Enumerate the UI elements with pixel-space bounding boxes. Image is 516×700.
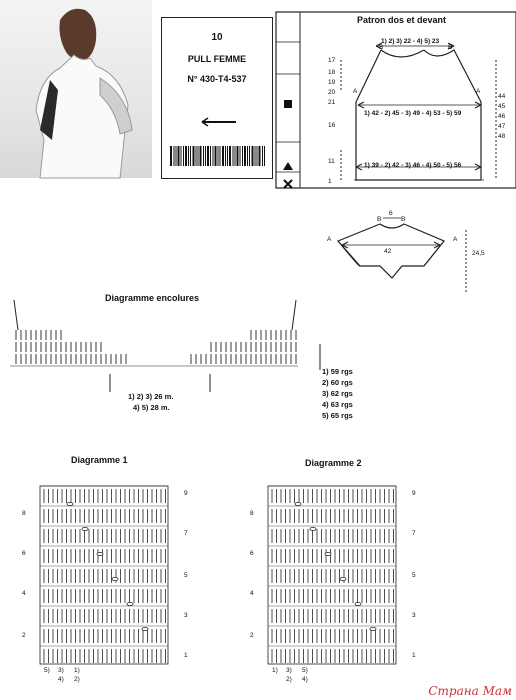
diag1-bottom-label: 4) — [58, 676, 64, 683]
diag2-right-number: 9 — [412, 490, 416, 497]
diag2-bottom-label: 3) — [286, 667, 292, 674]
encolures-legend-item: 4) 63 rgs — [322, 400, 353, 409]
model-illustration — [0, 0, 152, 178]
encolures-legend-item: 5) 65 rgs — [322, 411, 353, 420]
marker-a-right: A — [476, 88, 481, 95]
diagram1-title: Diagramme 1 — [71, 455, 128, 465]
diag1-bottom-label: 5) — [44, 667, 50, 674]
card-graphics — [162, 18, 272, 178]
diag1-right-number: 9 — [184, 490, 188, 497]
diag2-right-number: 5 — [412, 572, 416, 579]
shoulder-a-right: A — [453, 236, 458, 243]
model-photo — [0, 0, 152, 178]
pattern-left-number: 17 — [328, 57, 336, 64]
pattern-bottom-label: 1) 39 - 2) 42 - 3) 46 - 4) 50 - 5) 56 — [364, 162, 462, 169]
encolures-label2: 4) 5) 28 m. — [133, 403, 170, 412]
pattern-left-number: 16 — [328, 122, 336, 129]
marker-a-left: A — [353, 88, 358, 95]
diag1-left-number: 4 — [22, 590, 26, 597]
diagram1-grid — [30, 474, 190, 664]
pattern-number: 10 — [211, 32, 223, 43]
pattern-right-number: 44 — [498, 93, 506, 100]
diag1-bottom-label: 2) — [74, 676, 80, 683]
watermark: Страна Мам — [428, 684, 512, 698]
diag2-bottom-label: 1) — [272, 667, 278, 674]
encolures-legend-item: 1) 59 rgs — [322, 367, 353, 376]
diagram2-title: Diagramme 2 — [305, 458, 362, 468]
cross-symbol-icon — [284, 180, 292, 188]
pattern-right-number: 46 — [498, 113, 506, 120]
marker-b-left: B — [379, 44, 384, 51]
pattern-left-number: 1 — [328, 178, 332, 185]
diag2-left-number: 8 — [250, 510, 254, 517]
pattern-title: Patron dos et devant — [357, 15, 447, 25]
diag1-right-number: 3 — [184, 612, 188, 619]
encolures-legend-item: 3) 62 rgs — [322, 389, 353, 398]
pattern-left-number: 19 — [328, 79, 336, 86]
diag2-right-number: 1 — [412, 652, 416, 659]
diag2-right-number: 3 — [412, 612, 416, 619]
pattern-right-number: 48 — [498, 133, 506, 140]
diag2-right-number: 7 — [412, 530, 416, 537]
diag2-left-number: 4 — [250, 590, 254, 597]
diag1-left-number: 6 — [22, 550, 26, 557]
pattern-right-number: 47 — [498, 123, 506, 130]
pattern-left-number: 11 — [328, 158, 335, 165]
pattern-code: N° 430-T4-537 — [187, 74, 247, 84]
marker-b-right: B — [448, 44, 453, 51]
diag1-bottom-label: 1) — [74, 667, 80, 674]
pattern-left-number: 20 — [328, 89, 336, 96]
encolures-title: Diagramme encolures — [105, 293, 200, 303]
pattern-right-number: 45 — [498, 103, 506, 110]
diag1-left-number: 8 — [22, 510, 26, 517]
shoulder-height: 24,5 — [472, 250, 485, 257]
encolures-label1: 1) 2) 3) 26 m. — [128, 392, 174, 401]
diag1-bottom-label: 3) — [58, 667, 64, 674]
pattern-title: PULL FEMME — [187, 54, 247, 64]
diag1-right-number: 7 — [184, 530, 188, 537]
diagram2-grid — [258, 474, 418, 664]
diag1-right-number: 5 — [184, 572, 188, 579]
pattern-left-number: 18 — [328, 69, 336, 76]
encolures-legend-item: 2) 60 rgs — [322, 378, 353, 387]
diag1-right-number: 1 — [184, 652, 188, 659]
pattern-mid-label: 1) 42 - 2) 45 - 3) 49 - 4) 53 - 5) 59 — [364, 110, 462, 117]
barcode — [170, 146, 265, 166]
pattern-card — [161, 17, 273, 179]
square-symbol-icon — [284, 100, 292, 108]
shoulder-top: 6 — [389, 210, 393, 217]
shoulder-b-left: B — [377, 216, 382, 223]
diag2-left-number: 2 — [250, 632, 254, 639]
diag2-bottom-label: 2) — [286, 676, 292, 683]
diag2-bottom-label: 5) — [302, 667, 308, 674]
diag1-left-number: 2 — [22, 632, 26, 639]
shoulder-width: 42 — [384, 248, 392, 255]
pattern-top-label: 1) 2) 3) 22 - 4) 5) 23 — [381, 38, 440, 45]
shoulder-a-left: A — [327, 236, 332, 243]
diag2-left-number: 6 — [250, 550, 254, 557]
pattern-left-number: 21 — [328, 99, 336, 106]
shoulder-b-right: B — [401, 216, 406, 223]
triangle-symbol-icon — [283, 162, 293, 170]
diag2-bottom-label: 4) — [302, 676, 308, 683]
